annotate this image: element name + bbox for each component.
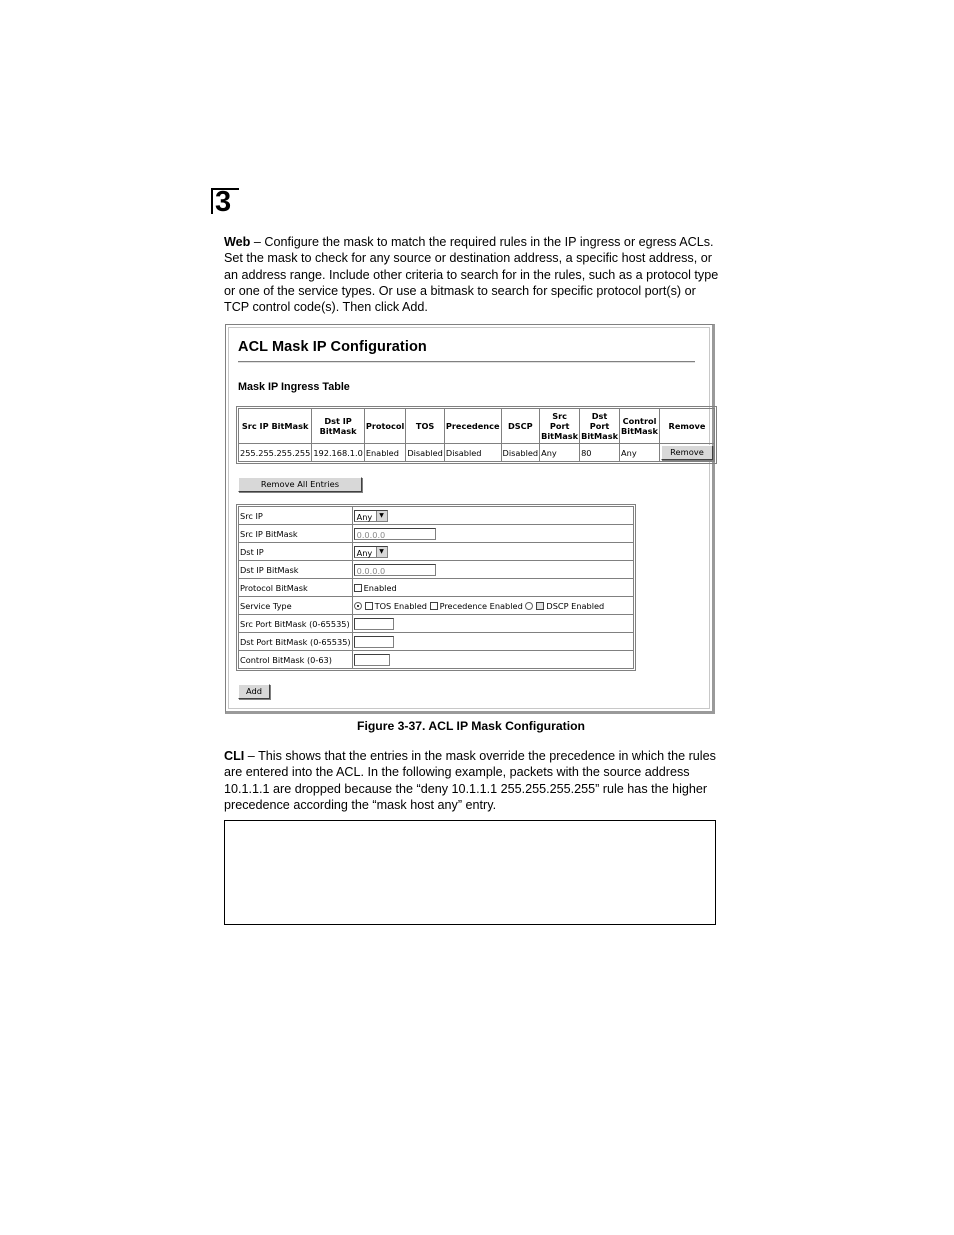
dst-ip-label: Dst IP	[239, 543, 353, 561]
page-title: ACL Mask IP Configuration	[238, 339, 427, 355]
control-bitmask-label: Control BitMask (0-63)	[239, 651, 353, 669]
cell-tos: Disabled	[406, 444, 445, 462]
form-row-src-ip	[239, 507, 634, 525]
tos-enabled-label: TOS Enabled	[374, 600, 427, 611]
dscp-enabled-checkbox[interactable]	[536, 602, 544, 610]
table-header-row	[239, 409, 715, 444]
dst-port-bitmask-cell	[352, 633, 633, 651]
col-tos: TOS	[406, 409, 445, 444]
src-ip-select-value: Any	[356, 511, 373, 522]
control-bitmask-input[interactable]	[354, 654, 390, 666]
cell-dst-ip-bitmask: 192.168.1.0	[312, 444, 364, 462]
precedence-enabled-label: Precedence Enabled	[439, 600, 523, 611]
src-port-bitmask-cell	[352, 615, 633, 633]
form-row-protocol-bitmask	[239, 579, 634, 597]
add-button[interactable]: Add	[238, 684, 270, 699]
mask-ip-ingress-table	[238, 408, 715, 462]
web-paragraph	[224, 234, 720, 315]
form-row-service-type	[239, 597, 634, 615]
src-ip-bitmask-input[interactable]: 0.0.0.0	[354, 528, 436, 540]
chevron-down-icon: ▼	[376, 547, 387, 557]
col-dst-ip-bitmask: Dst IP BitMask	[312, 409, 364, 444]
cli-paragraph	[224, 748, 720, 813]
acl-mask-ip-screenshot	[225, 324, 715, 714]
col-dst-port-bitmask: Dst Port BitMask	[580, 409, 620, 444]
table-title: Mask IP Ingress Table	[238, 381, 350, 393]
col-control-bitmask: Control BitMask	[620, 409, 660, 444]
service-type-radio-tos-precedence[interactable]	[354, 602, 362, 610]
protocol-bitmask-label: Protocol BitMask	[239, 579, 353, 597]
service-type-radio-dscp[interactable]	[525, 602, 533, 610]
form-row-dst-ip	[239, 543, 634, 561]
cli-text: – This shows that the entries in the mask override the precedence in which the rules are entered into the ACL. In the following example, packets with the source address 10.1.1.1 are dropped because the “deny 10.1.1.1 255.255.255.255” rule has the higher precedence according the “mask host any” entry.	[224, 749, 716, 812]
cell-dscp: Disabled	[501, 444, 540, 462]
screenshot-frame	[228, 327, 710, 709]
dst-ip-select[interactable]	[354, 546, 388, 558]
col-protocol: Protocol	[364, 409, 406, 444]
figure-caption	[0, 719, 954, 733]
cell-src-port-bitmask: Any	[540, 444, 580, 462]
src-port-bitmask-input[interactable]	[354, 618, 394, 630]
web-text: – Configure the mask to match the required rules in the IP ingress or egress ACLs. Set the mask to check for any source or destination address, a specific host address, or an address range. Include other criteria to search for in the rules, such as a protocol type or one of the service types. Or use a bitmask to search for specific protocol port(s) or TCP control code(s). Then click Add.	[224, 235, 719, 315]
web-lead: Web	[224, 235, 251, 249]
dst-ip-cell	[352, 543, 633, 561]
table-row	[239, 444, 715, 462]
control-bitmask-cell	[352, 651, 633, 669]
col-src-port-bitmask: Src Port BitMask	[540, 409, 580, 444]
col-dscp: DSCP	[501, 409, 540, 444]
protocol-bitmask-cell	[352, 579, 633, 597]
col-precedence: Precedence	[444, 409, 501, 444]
form-row-src-ip-bitmask	[239, 525, 634, 543]
remove-button[interactable]: Remove	[661, 445, 713, 460]
src-port-bitmask-label: Src Port BitMask (0-65535)	[239, 615, 353, 633]
protocol-enabled-label: Enabled	[363, 582, 397, 593]
form-row-control-bitmask	[239, 651, 634, 669]
chevron-down-icon: ▼	[376, 511, 387, 521]
src-ip-select[interactable]	[354, 510, 388, 522]
dscp-enabled-label: DSCP Enabled	[546, 600, 605, 611]
dst-ip-select-value: Any	[356, 547, 373, 558]
cell-precedence: Disabled	[444, 444, 501, 462]
col-src-ip-bitmask: Src IP BitMask	[239, 409, 312, 444]
src-ip-label: Src IP	[239, 507, 353, 525]
title-divider	[238, 361, 695, 363]
remove-all-entries-button[interactable]: Remove All Entries	[238, 477, 362, 492]
src-ip-bitmask-label: Src IP BitMask	[239, 525, 353, 543]
chapter-number: 3	[211, 188, 239, 214]
cell-protocol: Enabled	[364, 444, 406, 462]
dst-port-bitmask-label: Dst Port BitMask (0-65535)	[239, 633, 353, 651]
cell-dst-port-bitmask: 80	[580, 444, 620, 462]
cli-lead: CLI	[224, 749, 245, 763]
src-ip-cell	[352, 507, 633, 525]
dst-ip-bitmask-label: Dst IP BitMask	[239, 561, 353, 579]
tos-enabled-checkbox[interactable]	[365, 602, 373, 610]
form-row-dst-port-bitmask	[239, 633, 634, 651]
dst-port-bitmask-input[interactable]	[354, 636, 394, 648]
cli-code-box	[224, 820, 716, 925]
protocol-enabled-checkbox[interactable]	[354, 584, 362, 592]
service-type-label: Service Type	[239, 597, 353, 615]
src-ip-bitmask-cell	[352, 525, 633, 543]
col-remove: Remove	[659, 409, 714, 444]
precedence-enabled-checkbox[interactable]	[430, 602, 438, 610]
dst-ip-bitmask-cell	[352, 561, 633, 579]
cell-remove	[659, 444, 714, 462]
service-type-cell	[352, 597, 633, 615]
form-row-dst-ip-bitmask	[239, 561, 634, 579]
dst-ip-bitmask-input[interactable]: 0.0.0.0	[354, 564, 436, 576]
mask-entry-form	[238, 506, 634, 669]
figure-caption-text: Figure 3-37. ACL IP Mask Configuration	[357, 719, 585, 733]
cell-control-bitmask: Any	[620, 444, 660, 462]
form-row-src-port-bitmask	[239, 615, 634, 633]
cell-src-ip-bitmask: 255.255.255.255	[239, 444, 312, 462]
